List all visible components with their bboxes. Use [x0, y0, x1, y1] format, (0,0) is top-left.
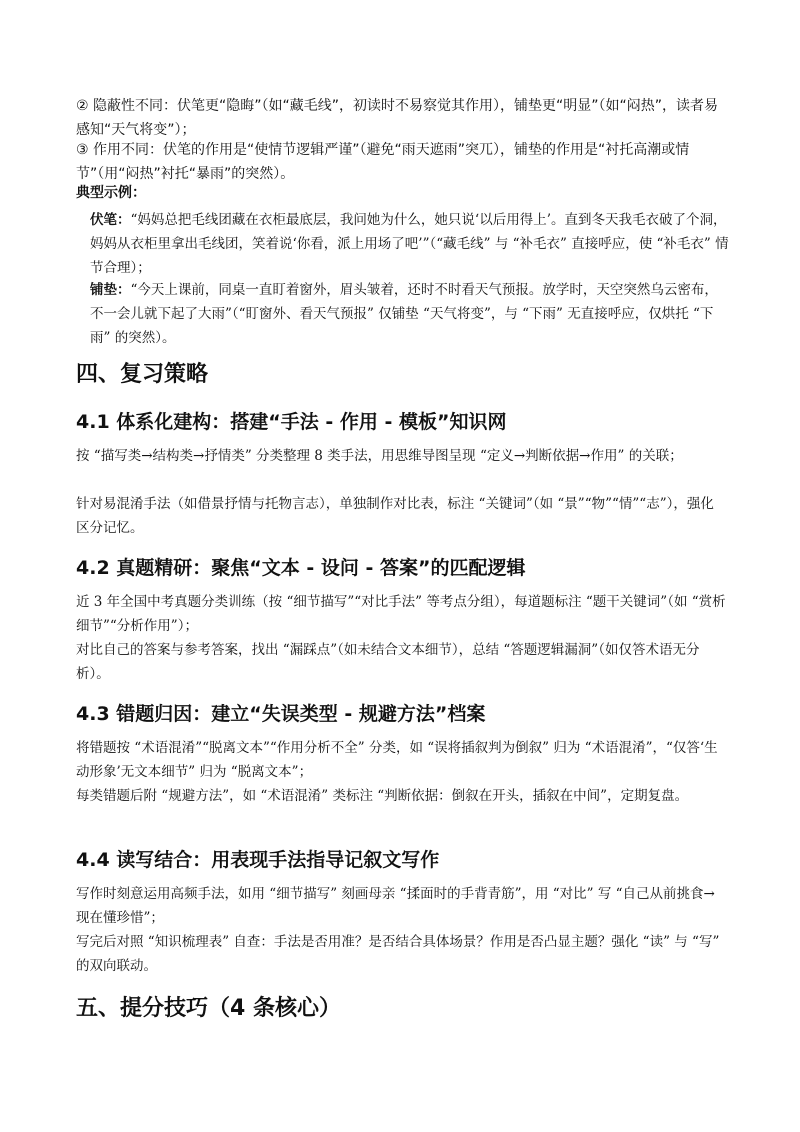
pudian-label: 铺垫：	[90, 282, 131, 298]
section-4-2-title: 4.2 真题精研：聚焦“文本 - 设问 - 答案”的匹配逻辑	[76, 557, 526, 579]
section-4-4-title: 4.4 读写结合：用表现手法指导记叙文写作	[76, 849, 440, 871]
fubi-label: 伏笔：	[90, 212, 131, 228]
fubi-text: “妈妈总把毛线团藏在衣柜最底层，我问她为什么，她只说‘以后用得上’。直到冬天我毛衣破了个洞，妈妈从衣柜里拿出毛线团，笑着说‘你看，派上用场了吧’”（“藏毛线” 与 “补毛衣” 直接呼应，使 “补毛衣” 情节合理）；	[90, 212, 729, 276]
section-4-3-p1: 将错题按 “术语混淆”“脱离文本”“作用分析不全” 分类，如 “误将插叙判为倒叙” 归为 “术语混淆”，“仅答‘生动形象’无文本细节” 归为 “脱离文本”；	[76, 740, 718, 780]
section-4-4-p1: 写作时刻意运用高频手法，如用 “细节描写” 刻画母亲 “揉面时的手背青筋”，用 “对比” 写 “自己从前挑食→现在懂珍惜”；	[76, 886, 715, 926]
section-4-title: 四、复习策略	[76, 362, 209, 387]
example-label: 典型示例：	[76, 185, 146, 201]
example-fubi	[90, 208, 730, 280]
pudian-text: “今天上课前，同桌一直盯着窗外，眉头皱着，还时不时看天气预报。放学时，天空突然乌云密布，不一会儿就下起了大雨”（“盯窗外、看天气预报” 仅铺垫 “天气将变”，与 “下雨” 无直接呼应，仅烘托 “下雨” 的突然）。	[90, 282, 718, 346]
section-4-1-p2: 针对易混淆手法（如借景抒情与托物言志），单独制作对比表，标注 “关键词”（如 “景”“物”“情”“志”），强化区分记忆。	[76, 496, 714, 536]
item-function: ③ 作用不同：伏笔的作用是“使情节逻辑严谨”（避免“雨天遮雨”突兀），铺垫的作用是“衬托高潮或情节”（用“闷热”衬托“暴雨”的突然）。	[76, 142, 690, 182]
section-4-3-p2: 每类错题后附 “规避方法”，如 “术语混淆” 类标注 “判断依据：倒叙在开头，插叙在中间”，定期复盘。	[76, 788, 689, 804]
example-pudian	[90, 278, 730, 350]
section-5-title: 五、提分技巧（4 条核心）	[76, 996, 341, 1021]
item-concealment: ② 隐蔽性不同：伏笔更“隐晦”（如“藏毛线”，初读时不易察觉其作用），铺垫更“明显”（如“闷热”，读者易感知“天气将变”）；	[76, 98, 719, 138]
section-4-1-title: 4.1 体系化建构：搭建“手法 - 作用 - 模板”知识网	[76, 411, 507, 433]
section-4-4-p2: 写完后对照 “知识梳理表” 自查：手法是否用准？是否结合具体场景？作用是否凸显主题？强化 “读” 与 “写” 的双向联动。	[76, 934, 720, 974]
section-4-1-p1: 按 “描写类→结构类→抒情类” 分类整理 8 类手法，用思维导图呈现 “定义→判断依据→作用” 的关联；	[76, 448, 683, 464]
section-4-2-p1: 近 3 年全国中考真题分类训练（按 “细节描写”“对比手法” 等考点分组），每道题标注 “题干关键词”（如 “赏析细节”“分析作用”）；	[76, 594, 726, 634]
section-4-3-title: 4.3 错题归因：建立“失误类型 - 规避方法”档案	[76, 703, 486, 725]
section-4-2-p2: 对比自己的答案与参考答案，找出 “漏踩点”（如未结合文本细节），总结 “答题逻辑漏洞”（如仅答术语无分析）。	[76, 642, 700, 682]
